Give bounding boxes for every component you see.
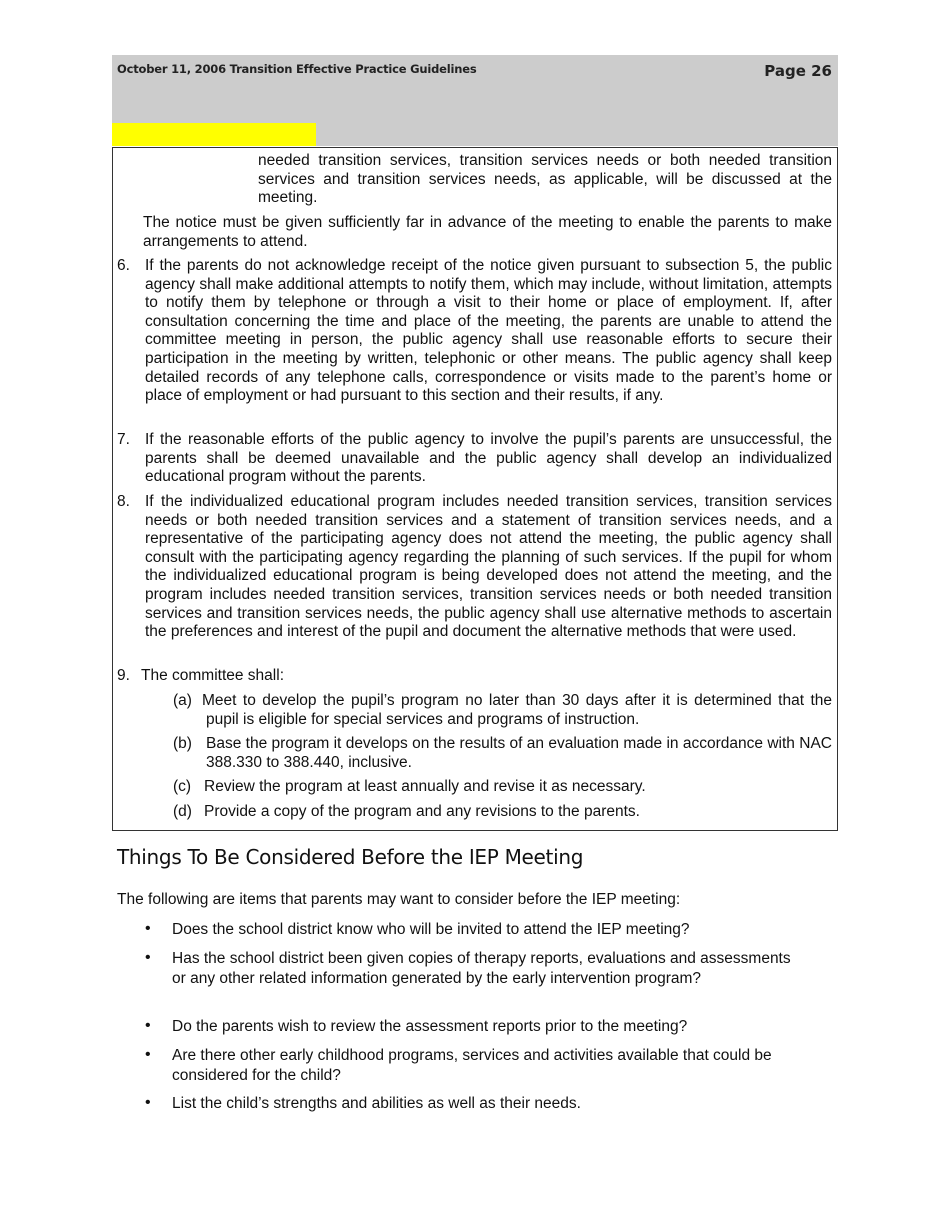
continuation-paragraph: needed transition services, transition services needs or both needed transition services and transition services needs, as applicable, will be discussed at the meeting. — [258, 152, 832, 207]
subitem-label: (b) — [173, 735, 192, 752]
item-number: 8. — [117, 493, 130, 510]
item-text: If the reasonable efforts of the public agency to involve the pupil’s parents are unsuccessful, the parents shall be deemed unavailable and the public agency shall develop an individualized educational program without the parents. — [145, 431, 832, 486]
item-text: The committee shall: — [141, 667, 284, 684]
page-header — [112, 55, 838, 146]
bullet-item: Do the parents wish to review the assessment reports prior to the meeting? — [172, 1018, 688, 1035]
item-text: If the parents do not acknowledge receipt of the notice given pursuant to subsection 5, the public agency shall make additional attempts to notify them, which may include, without limitation, attempts to notify them by telephone or through a visit to their home or place of employment. If, after consultation concerning the time and place of the meeting, the parents are unable to attend the committee meeting in person, the public agency shall use reasonable efforts to secure their participation in the meeting by written, telephonic or other means. The public agency shall keep detailed records of any telephone calls, correspondence or visits made to the parent’s home or place of employment or had pursuant to this section and their results, if any. — [145, 257, 832, 405]
page-number: Page 26 — [764, 62, 832, 80]
subitem-text: Meet to develop the pupil’s program no later than 30 days after it is determined that the pupil is eligible for special services and programs of instruction. — [202, 692, 832, 728]
subitem-label: (c) — [173, 778, 192, 795]
item-number: 9. — [117, 667, 130, 684]
bullet-icon: • — [145, 920, 151, 937]
subitem-text: Provide a copy of the program and any revisions to the parents. — [204, 803, 640, 820]
subitem-text: Review the program at least annually and revise it as necessary. — [204, 778, 646, 795]
bullet-item: Does the school district know who will be invited to attend the IEP meeting? — [172, 921, 690, 938]
subitem-text: Base the program it develops on the results of an evaluation made in accordance with NAC 388.330 to 388.440, inclusive. — [206, 735, 832, 771]
bullet-item: Are there other early childhood programs, services and activities available that could be considered for the child? — [172, 1047, 772, 1084]
bullet-icon: • — [145, 1094, 151, 1111]
bullet-icon: • — [145, 1017, 151, 1034]
subitem-label: (d) — [173, 803, 192, 820]
bullet-icon: • — [145, 949, 151, 966]
item-number: 7. — [117, 431, 130, 448]
subitem-label: (a) — [173, 692, 192, 709]
header-highlight-bar — [112, 123, 316, 146]
notice-paragraph: The notice must be given sufficiently far in advance of the meeting to enable the parents to make arrangements to attend. — [143, 214, 832, 250]
item-number: 6. — [117, 257, 130, 274]
bullet-item: Has the school district been given copies of therapy reports, evaluations and assessments or any other related information generated by the early intervention program? — [172, 950, 791, 987]
bullet-icon: • — [145, 1046, 151, 1063]
item-text: If the individualized educational program includes needed transition services, transition services needs or both needed transition services and a statement of transition services needs, and a representative of the participating agency does not attend the meeting, the public agency shall consult with the participating agency regarding the planning of such services. If the pupil for whom the individualized educational program is being developed does not attend the meeting, and the program includes needed transition services, transition services needs or both needed transition services and transition services needs, the public agency shall use alternative methods to ascertain the preferences and interest of the pupil and document the alternative methods that were used. — [145, 493, 832, 641]
bullet-item: List the child’s strengths and abilities as well as their needs. — [172, 1095, 581, 1112]
header-title: October 11, 2006 Transition Effective Practice Guidelines — [117, 62, 477, 76]
section-heading: Things To Be Considered Before the IEP Meeting — [117, 845, 584, 869]
section-intro: The following are items that parents may want to consider before the IEP meeting: — [117, 891, 681, 908]
